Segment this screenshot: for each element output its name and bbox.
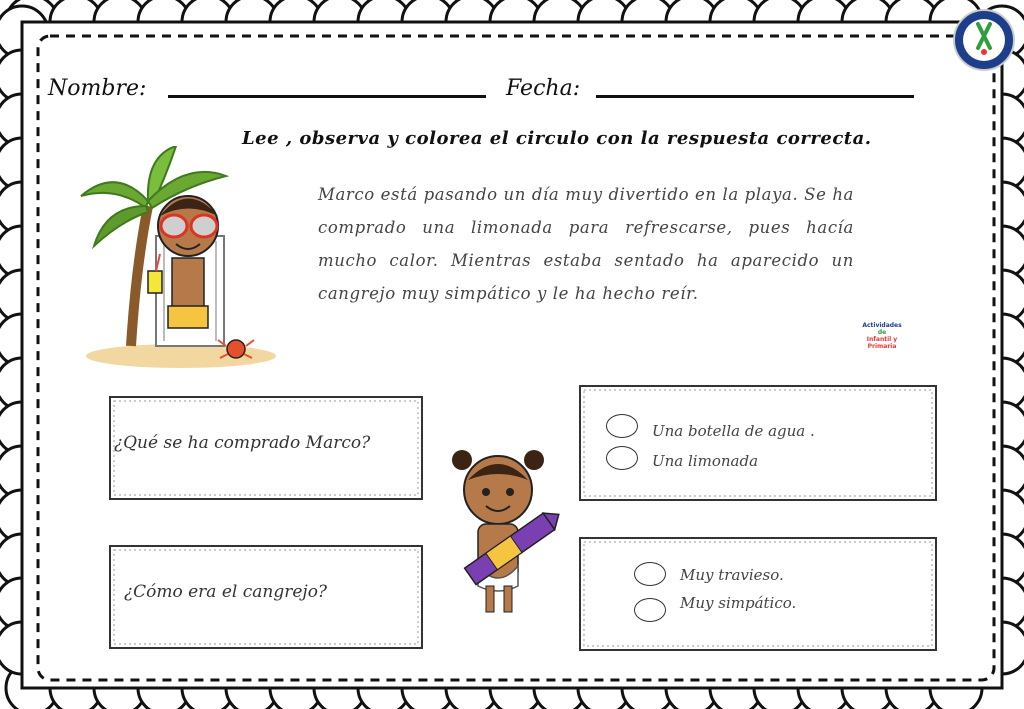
name-line[interactable]	[168, 95, 486, 98]
date-label: Fecha:	[506, 76, 581, 101]
story-paragraph: Marco está pasando un día muy divertido en la playa. Se ha comprado una limonada para refrescarse, pues hacía mucho calor. Mientras estaba sentado ha aparecido un cangrejo muy simpático y le ha hecho reír.	[318, 185, 854, 303]
answer-box-1	[574, 380, 942, 506]
girl-crayon-illustration	[448, 440, 566, 620]
watermark-logo	[852, 322, 912, 350]
answer-1a-circle[interactable]	[606, 414, 638, 438]
question-box-1	[104, 391, 428, 505]
answer-1b-circle[interactable]	[606, 446, 638, 470]
question-1-text: ¿Qué se ha comprado Marco?	[114, 433, 371, 453]
watermark-line1: Actividades	[862, 322, 902, 329]
instruction-text: Lee , observa y colorea el circulo con la respuesta correcta.	[242, 128, 872, 149]
site-logo	[952, 8, 1016, 72]
question-2-text: ¿Cómo era el cangrejo?	[124, 582, 328, 602]
answer-box-2	[574, 532, 942, 656]
name-label: Nombre:	[48, 76, 147, 101]
beach-boy-illustration	[76, 146, 276, 368]
date-line[interactable]	[596, 95, 914, 98]
answer-2b-text: Muy simpático.	[680, 594, 797, 612]
answer-2a-circle[interactable]	[634, 562, 666, 586]
answer-2a-text: Muy travieso.	[680, 566, 784, 584]
question-box-2	[104, 540, 428, 654]
watermark-line2: de	[877, 329, 887, 336]
answer-2b-circle[interactable]	[634, 598, 666, 622]
watermark-line3: Infantil y Primaria	[866, 336, 898, 350]
answer-1b-text: Una limonada	[652, 452, 759, 470]
answer-1a-text: Una botella de agua .	[652, 422, 815, 440]
